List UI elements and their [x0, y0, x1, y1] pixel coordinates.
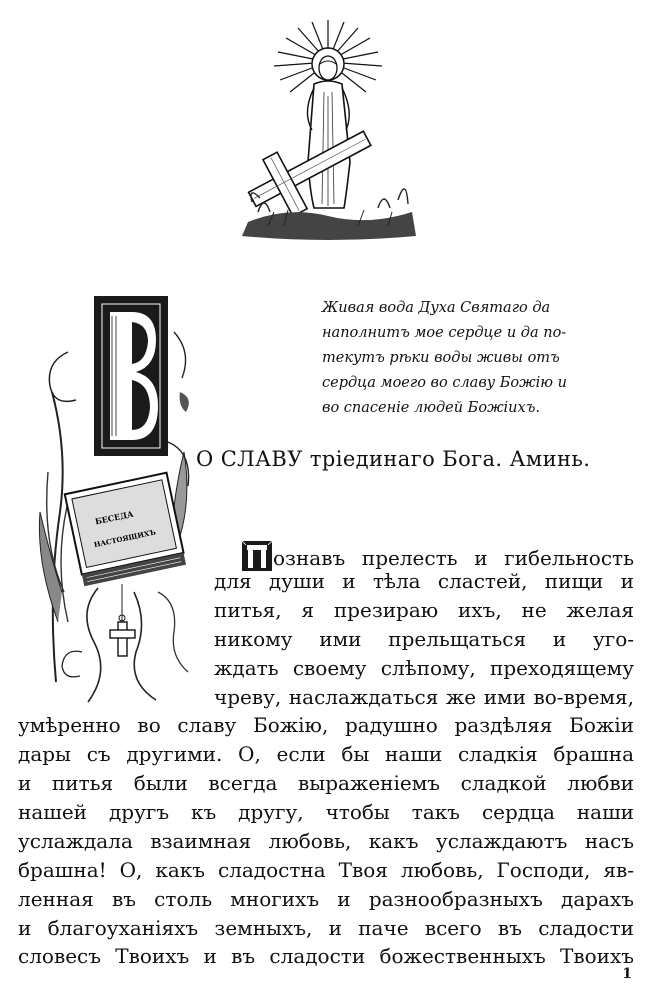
- epigraph-line: во спасеніе людей Божіихъ.: [322, 400, 540, 416]
- paragraph-line-12: брашна! О, какъ сладостна Твоя любовь, Господи, яв-: [18, 858, 634, 882]
- paragraph-line-15: словесъ Твоихъ и въ сладости божественныхъ Твоихъ: [18, 944, 634, 968]
- epigraph-line: Живая вода Духа Святаго да: [322, 300, 551, 316]
- epigraph-line: текутъ рѣки воды живы отъ: [322, 350, 560, 366]
- paragraph-line-3: питья, я презираю ихъ, не желая: [214, 598, 634, 622]
- first-word-rest: ознавъ: [273, 546, 346, 570]
- paragraph-line-10: нашей другъ къ другу, чтобы такъ сердца наши: [18, 800, 634, 824]
- paragraph-line-4: никому ими прельщаться и уго-: [214, 627, 634, 651]
- paragraph-line-text: прелесть и гибельность: [361, 546, 634, 570]
- page-number: 1: [622, 966, 632, 982]
- paragraph-line-8: дары съ другими. О, если бы наши сладкія брашна: [18, 742, 634, 766]
- paragraph-line-5: ждать своему слѣпому, преходящему: [214, 656, 634, 680]
- paragraph-line-6: чреву, наслаждаться же ими во-время,: [214, 685, 634, 709]
- paragraph-line-13: ленная въ столь многихъ и разнообразныхъ дарахъ: [18, 887, 634, 911]
- heading-text: О СЛАВУ тріединаго Бога. Аминь.: [196, 447, 591, 471]
- paragraph-line-11: услаждала взаимная любовь, какъ услаждаютъ насъ: [18, 829, 634, 853]
- paragraph-line-7: умѣренно во славу Божію, радушно раздѣляя Божіи: [18, 713, 634, 737]
- paragraph-line-9: и питья были всегда выраженіемъ сладкой любви: [18, 771, 634, 795]
- book-label-line2: НАСТОЯЩИХЪ: [92, 527, 157, 550]
- book-label-line1: БЕСЕДА: [94, 508, 135, 527]
- paragraph-line-14: и благоуханіяхъ земныхъ, и паче всего въ сладости: [18, 916, 634, 940]
- epigraph-line: наполнитъ мое сердце и да по-: [322, 325, 567, 341]
- paragraph-line-2: для души и тѣла сластей, пищи и: [214, 569, 634, 593]
- epigraph-line: сердца моего во славу Божію и: [322, 375, 567, 391]
